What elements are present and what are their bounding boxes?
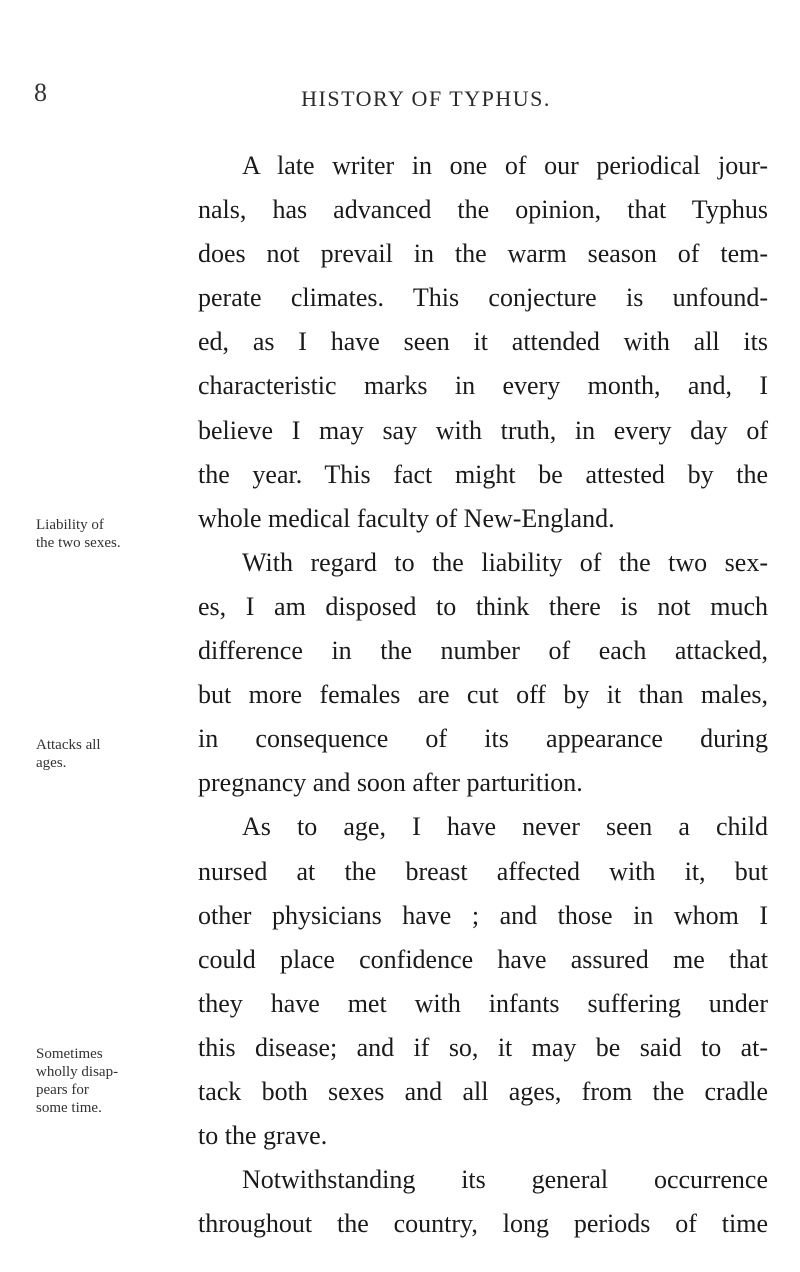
- sidenote-attacks-all-ages: Attacks all ages.: [36, 737, 101, 771]
- body-line: As to age, I have never seen a child: [242, 812, 768, 842]
- body-line: ed, as I have seen it attended with all its: [198, 327, 768, 357]
- body-line: to the grave.: [198, 1121, 328, 1151]
- body-line: whole medical faculty of New-England.: [198, 503, 615, 533]
- body-line: this disease; and if so, it may be said to at-: [198, 1032, 768, 1062]
- body-line: With regard to the liability of the two sex-: [242, 547, 768, 577]
- running-head: HISTORY OF TYPHUS.: [301, 86, 551, 111]
- body-line: perate climates. This conjecture is unfound-: [198, 283, 768, 313]
- body-line: nursed at the breast affected with it, but: [198, 856, 768, 886]
- body-line: could place confidence have assured me that: [198, 944, 768, 974]
- body-line: A late writer in one of our periodical jour-: [242, 151, 768, 180]
- body-line: they have met with infants suffering under: [198, 988, 768, 1018]
- body-line: pregnancy and soon after parturition.: [198, 768, 583, 798]
- body-line: the year. This fact might be attested by the: [198, 459, 768, 489]
- body-text: [198, 144, 768, 1246]
- body-line: characteristic marks in every month, and, I: [198, 371, 768, 401]
- body-line: in consequence of its appearance during: [198, 724, 768, 754]
- body-line: does not prevail in the warm season of tem-: [198, 239, 768, 269]
- body-line: other physicians have ; and those in whom I: [198, 900, 768, 930]
- body-line: but more females are cut off by it than males,: [198, 680, 768, 710]
- body-line: tack both sexes and all ages, from the cradle: [198, 1076, 768, 1106]
- body-line: nals, has advanced the opinion, that Typhus: [198, 195, 768, 225]
- body-line: difference in the number of each attacked,: [198, 636, 768, 666]
- sidenote-liability: Liability of the two sexes.: [36, 517, 121, 551]
- page-number: 8: [34, 78, 47, 107]
- body-line: believe I may say with truth, in every day of: [198, 415, 768, 445]
- body-line: es, I am disposed to think there is not much: [198, 591, 768, 621]
- body-line: throughout the country, long periods of time: [198, 1209, 768, 1239]
- body-line: Notwithstanding its general occurrence: [242, 1165, 768, 1195]
- sidenote-sometimes-disappears: Sometimes wholly disap- pears for some time.: [36, 1046, 119, 1116]
